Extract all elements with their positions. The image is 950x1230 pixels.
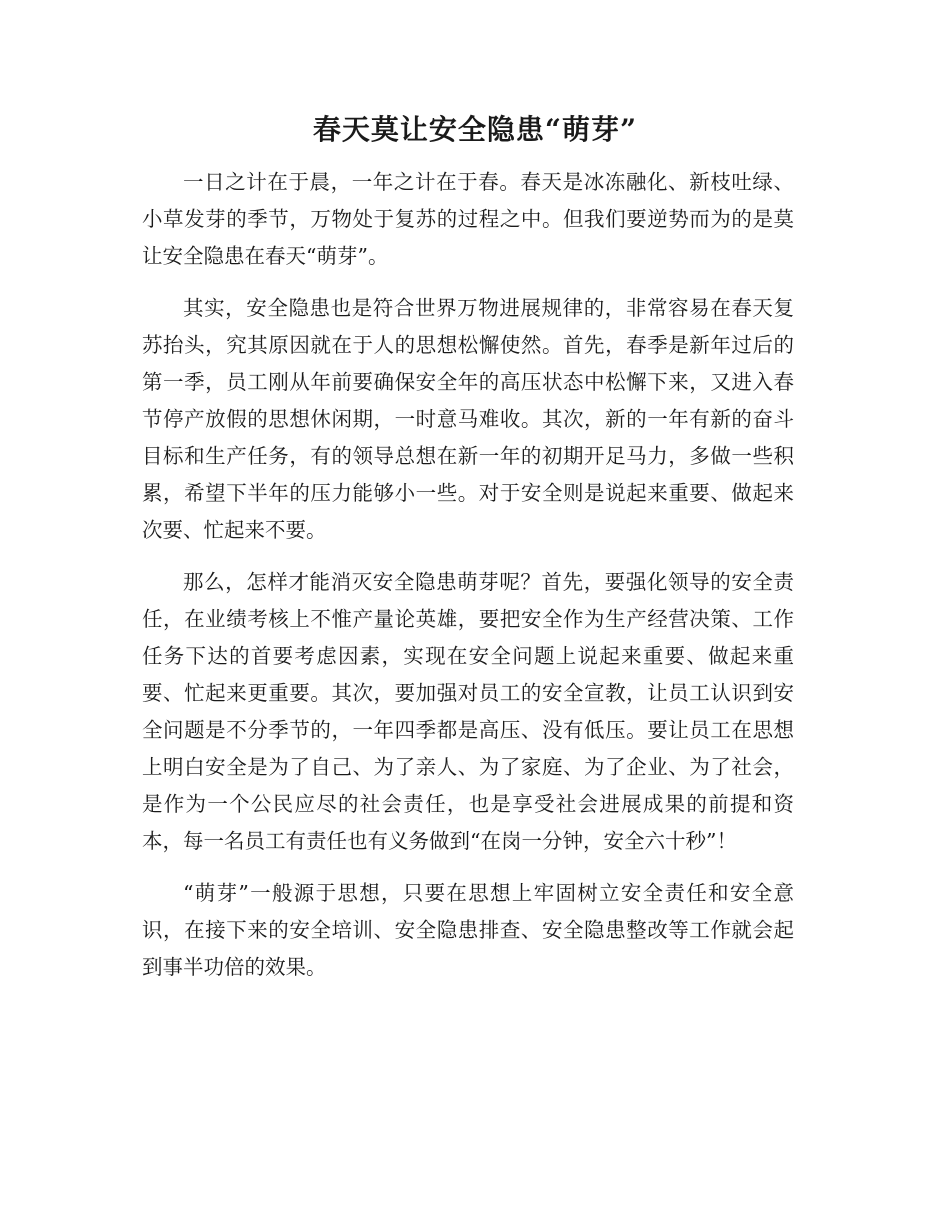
- document-body: [142, 164, 794, 986]
- paragraph-4: “萌芽”一般源于思想，只要在思想上牢固树立安全责任和安全意识，在接下来的安全培训、安全隐患排查、安全隐患整改等工作就会起到事半功倍的效果。: [142, 881, 794, 979]
- document-title: 春天莫让安全隐患“萌芽”: [312, 113, 638, 146]
- paragraph-3: 那么，怎样才能消灭安全隐患萌芽呢？首先，要强化领导的安全责任，在业绩考核上不惟产量论英雄，要把安全作为生产经营决策、工作任务下达的首要考虑因素，实现在安全问题上说起来重要、做起来重要、忙起来更重要。其次，要加强对员工的安全宣教，让员工认识到安全问题是不分季节的，一年四季都是高压、没有低压。要让员工在思想上明白安全是为了自己、为了亲人、为了家庭、为了企业、为了社会，是作为一个公民应尽的社会责任，也是享受社会进展成果的前提和资本，每一名员工有责任也有义务做到“在岗一分钟，安全六十秒”！: [142, 570, 794, 853]
- paragraph-1: 一日之计在于晨，一年之计在于春。春天是冰冻融化、新枝吐绿、小草发芽的季节，万物处于复苏的过程之中。但我们要逆势而为的是莫让安全隐患在春天“萌芽”。: [142, 170, 794, 268]
- paragraph-2: 其实，安全隐患也是符合世界万物进展规律的，非常容易在春天复苏抬头，究其原因就在于人的思想松懈使然。首先，春季是新年过后的第一季，员工刚从年前要确保安全年的高压状态中松懈下来，又进入春节停产放假的思想休闲期，一时意马难收。其次，新的一年有新的奋斗目标和生产任务，有的领导总想在新一年的初期开足马力，多做一些积累，希望下半年的压力能够小一些。对于安全则是说起来重要、做起来次要、忙起来不要。: [142, 296, 794, 542]
